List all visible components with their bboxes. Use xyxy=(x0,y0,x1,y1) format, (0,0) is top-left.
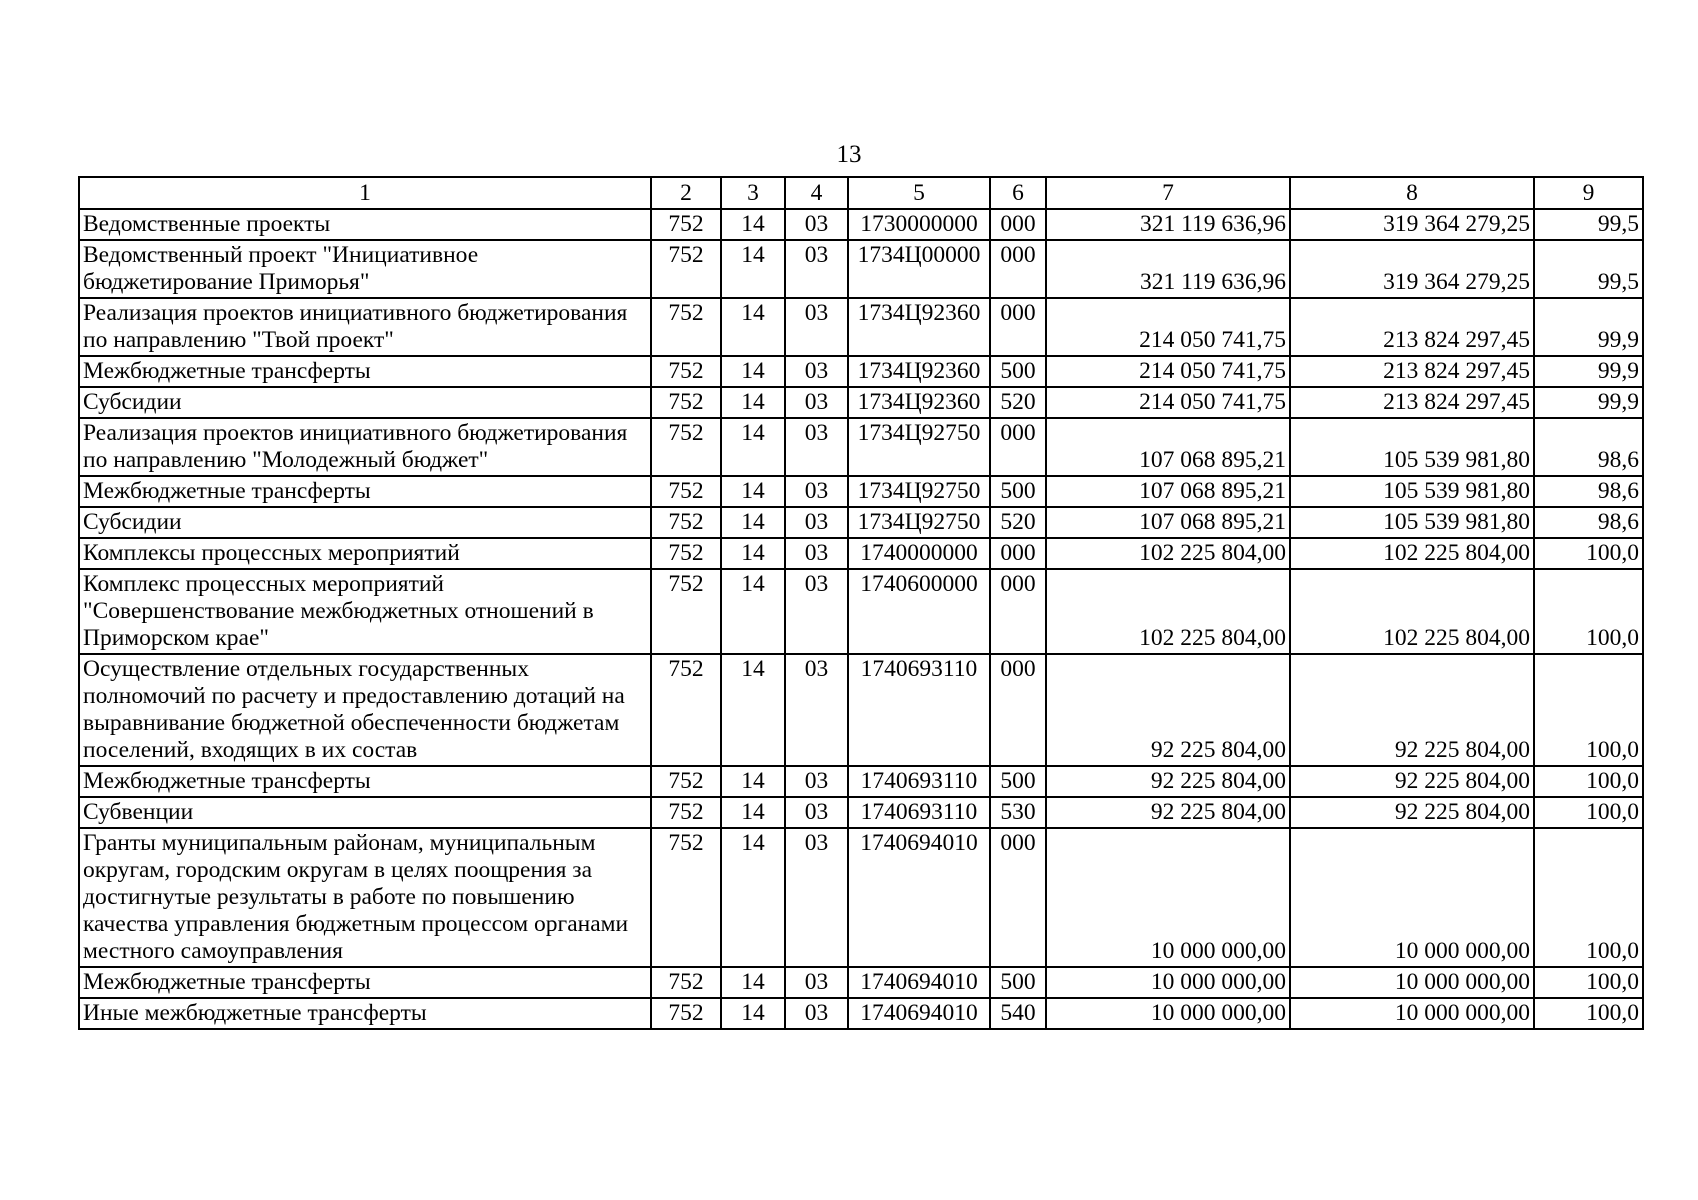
row-amount-cell: 102 225 804,00 xyxy=(1290,569,1534,654)
row-code-cell: 03 xyxy=(785,298,848,356)
row-percent-cell: 98,6 xyxy=(1534,418,1643,476)
row-code-cell: 1734Ц92360 xyxy=(848,387,990,418)
row-amount-cell: 321 119 636,96 xyxy=(1046,240,1290,298)
row-code-cell: 520 xyxy=(990,387,1046,418)
row-code-cell: 752 xyxy=(651,654,721,766)
header-row xyxy=(79,177,1643,209)
row-code-cell: 1734Ц92750 xyxy=(848,476,990,507)
row-percent-cell: 100,0 xyxy=(1534,766,1643,797)
row-code-cell: 03 xyxy=(785,828,848,967)
row-amount-cell: 319 364 279,25 xyxy=(1290,209,1534,240)
row-amount-cell: 102 225 804,00 xyxy=(1046,569,1290,654)
table-row xyxy=(79,538,1643,569)
row-code-cell: 14 xyxy=(721,507,785,538)
row-name-cell: Реализация проектов инициативного бюджетирования по направлению "Молодежный бюджет" xyxy=(79,418,651,476)
row-code-cell: 752 xyxy=(651,967,721,998)
row-code-cell: 752 xyxy=(651,476,721,507)
column-header: 2 xyxy=(651,177,721,209)
table-row xyxy=(79,998,1643,1029)
row-code-cell: 500 xyxy=(990,967,1046,998)
row-amount-cell: 107 068 895,21 xyxy=(1046,507,1290,538)
row-code-cell: 752 xyxy=(651,538,721,569)
row-amount-cell: 214 050 741,75 xyxy=(1046,356,1290,387)
row-code-cell: 03 xyxy=(785,967,848,998)
row-percent-cell: 99,9 xyxy=(1534,356,1643,387)
row-amount-cell: 107 068 895,21 xyxy=(1046,418,1290,476)
row-amount-cell: 105 539 981,80 xyxy=(1290,507,1534,538)
row-code-cell: 14 xyxy=(721,356,785,387)
row-code-cell: 14 xyxy=(721,538,785,569)
row-amount-cell: 10 000 000,00 xyxy=(1290,998,1534,1029)
row-code-cell: 1734Ц00000 xyxy=(848,240,990,298)
column-header: 8 xyxy=(1290,177,1534,209)
row-amount-cell: 92 225 804,00 xyxy=(1290,797,1534,828)
row-code-cell: 752 xyxy=(651,356,721,387)
row-percent-cell: 100,0 xyxy=(1534,538,1643,569)
row-code-cell: 14 xyxy=(721,828,785,967)
row-percent-cell: 99,5 xyxy=(1534,240,1643,298)
row-code-cell: 000 xyxy=(990,298,1046,356)
row-amount-cell: 319 364 279,25 xyxy=(1290,240,1534,298)
row-code-cell: 000 xyxy=(990,538,1046,569)
row-code-cell: 14 xyxy=(721,998,785,1029)
row-amount-cell: 10 000 000,00 xyxy=(1290,828,1534,967)
row-name-cell: Субсидии xyxy=(79,507,651,538)
table-body xyxy=(79,209,1643,1029)
row-amount-cell: 214 050 741,75 xyxy=(1046,387,1290,418)
row-code-cell: 1740694010 xyxy=(848,998,990,1029)
row-code-cell: 03 xyxy=(785,209,848,240)
row-code-cell: 500 xyxy=(990,766,1046,797)
row-code-cell: 520 xyxy=(990,507,1046,538)
table-row xyxy=(79,418,1643,476)
row-code-cell: 1734Ц92360 xyxy=(848,298,990,356)
row-amount-cell: 321 119 636,96 xyxy=(1046,209,1290,240)
table-row xyxy=(79,766,1643,797)
row-name-cell: Гранты муниципальным районам, муниципальным округам, городским округам в целях поощрения за достигнутые результаты в работе по повышению качества управления бюджетным процессом органами местного самоуправления xyxy=(79,828,651,967)
row-code-cell: 540 xyxy=(990,998,1046,1029)
row-code-cell: 752 xyxy=(651,387,721,418)
row-code-cell: 03 xyxy=(785,797,848,828)
row-percent-cell: 100,0 xyxy=(1534,967,1643,998)
row-code-cell: 14 xyxy=(721,240,785,298)
table-row xyxy=(79,387,1643,418)
row-name-cell: Иные межбюджетные трансферты xyxy=(79,998,651,1029)
row-code-cell: 752 xyxy=(651,569,721,654)
row-code-cell: 000 xyxy=(990,569,1046,654)
row-percent-cell: 99,5 xyxy=(1534,209,1643,240)
row-amount-cell: 10 000 000,00 xyxy=(1046,998,1290,1029)
row-code-cell: 03 xyxy=(785,538,848,569)
column-header: 6 xyxy=(990,177,1046,209)
row-amount-cell: 105 539 981,80 xyxy=(1290,476,1534,507)
row-code-cell: 03 xyxy=(785,654,848,766)
row-code-cell: 752 xyxy=(651,828,721,967)
row-percent-cell: 100,0 xyxy=(1534,797,1643,828)
row-percent-cell: 100,0 xyxy=(1534,828,1643,967)
row-code-cell: 03 xyxy=(785,569,848,654)
row-amount-cell: 10 000 000,00 xyxy=(1046,967,1290,998)
row-code-cell: 03 xyxy=(785,387,848,418)
row-code-cell: 14 xyxy=(721,766,785,797)
row-percent-cell: 98,6 xyxy=(1534,476,1643,507)
row-code-cell: 1740600000 xyxy=(848,569,990,654)
row-name-cell: Субсидии xyxy=(79,387,651,418)
table-row xyxy=(79,967,1643,998)
row-code-cell: 03 xyxy=(785,356,848,387)
row-amount-cell: 214 050 741,75 xyxy=(1046,298,1290,356)
row-percent-cell: 99,9 xyxy=(1534,387,1643,418)
row-code-cell: 1740693110 xyxy=(848,654,990,766)
table-row xyxy=(79,507,1643,538)
table-row xyxy=(79,298,1643,356)
row-name-cell: Ведомственный проект "Инициативное бюджетирование Приморья" xyxy=(79,240,651,298)
row-code-cell: 14 xyxy=(721,569,785,654)
row-name-cell: Межбюджетные трансферты xyxy=(79,356,651,387)
table-row xyxy=(79,476,1643,507)
row-amount-cell: 10 000 000,00 xyxy=(1290,967,1534,998)
column-header: 3 xyxy=(721,177,785,209)
row-amount-cell: 92 225 804,00 xyxy=(1046,654,1290,766)
row-code-cell: 14 xyxy=(721,209,785,240)
row-code-cell: 03 xyxy=(785,418,848,476)
row-code-cell: 530 xyxy=(990,797,1046,828)
row-code-cell: 000 xyxy=(990,209,1046,240)
row-amount-cell: 92 225 804,00 xyxy=(1290,766,1534,797)
row-code-cell: 000 xyxy=(990,418,1046,476)
row-name-cell: Ведомственные проекты xyxy=(79,209,651,240)
row-code-cell: 14 xyxy=(721,797,785,828)
row-amount-cell: 92 225 804,00 xyxy=(1290,654,1534,766)
row-name-cell: Реализация проектов инициативного бюджетирования по направлению "Твой проект" xyxy=(79,298,651,356)
row-amount-cell: 102 225 804,00 xyxy=(1046,538,1290,569)
row-percent-cell: 100,0 xyxy=(1534,654,1643,766)
table-row xyxy=(79,356,1643,387)
column-header: 7 xyxy=(1046,177,1290,209)
table-row xyxy=(79,240,1643,298)
row-amount-cell: 213 824 297,45 xyxy=(1290,356,1534,387)
row-name-cell: Межбюджетные трансферты xyxy=(79,476,651,507)
row-code-cell: 1740694010 xyxy=(848,967,990,998)
row-code-cell: 752 xyxy=(651,418,721,476)
row-name-cell: Осуществление отдельных государственных полномочий по расчету и предоставлению дотаций на выравнивание бюджетной обеспеченности бюджетам поселений, входящих в их состав xyxy=(79,654,651,766)
row-code-cell: 03 xyxy=(785,998,848,1029)
row-code-cell: 000 xyxy=(990,240,1046,298)
row-code-cell: 1734Ц92750 xyxy=(848,418,990,476)
table-row xyxy=(79,828,1643,967)
row-percent-cell: 100,0 xyxy=(1534,569,1643,654)
row-code-cell: 000 xyxy=(990,654,1046,766)
row-code-cell: 752 xyxy=(651,507,721,538)
row-code-cell: 03 xyxy=(785,766,848,797)
row-amount-cell: 92 225 804,00 xyxy=(1046,766,1290,797)
row-name-cell: Комплекс процессных мероприятий "Совершенствование межбюджетных отношений в Приморском крае" xyxy=(79,569,651,654)
table-row xyxy=(79,797,1643,828)
row-amount-cell: 92 225 804,00 xyxy=(1046,797,1290,828)
table-row xyxy=(79,654,1643,766)
row-code-cell: 1730000000 xyxy=(848,209,990,240)
row-amount-cell: 213 824 297,45 xyxy=(1290,387,1534,418)
column-header: 5 xyxy=(848,177,990,209)
column-header: 9 xyxy=(1534,177,1643,209)
row-amount-cell: 213 824 297,45 xyxy=(1290,298,1534,356)
row-amount-cell: 102 225 804,00 xyxy=(1290,538,1534,569)
row-code-cell: 03 xyxy=(785,507,848,538)
row-name-cell: Межбюджетные трансферты xyxy=(79,766,651,797)
column-header: 1 xyxy=(79,177,651,209)
row-code-cell: 1734Ц92360 xyxy=(848,356,990,387)
row-code-cell: 752 xyxy=(651,766,721,797)
row-code-cell: 752 xyxy=(651,998,721,1029)
row-code-cell: 14 xyxy=(721,387,785,418)
row-code-cell: 500 xyxy=(990,356,1046,387)
row-code-cell: 14 xyxy=(721,967,785,998)
row-percent-cell: 99,9 xyxy=(1534,298,1643,356)
row-code-cell: 14 xyxy=(721,298,785,356)
row-percent-cell: 98,6 xyxy=(1534,507,1643,538)
row-code-cell: 03 xyxy=(785,476,848,507)
row-code-cell: 14 xyxy=(721,418,785,476)
row-code-cell: 500 xyxy=(990,476,1046,507)
row-code-cell: 1740693110 xyxy=(848,797,990,828)
row-amount-cell: 10 000 000,00 xyxy=(1046,828,1290,967)
row-name-cell: Комплексы процессных мероприятий xyxy=(79,538,651,569)
table-row xyxy=(79,209,1643,240)
row-code-cell: 1740000000 xyxy=(848,538,990,569)
column-header: 4 xyxy=(785,177,848,209)
row-amount-cell: 107 068 895,21 xyxy=(1046,476,1290,507)
row-code-cell: 1734Ц92750 xyxy=(848,507,990,538)
row-code-cell: 752 xyxy=(651,797,721,828)
budget-table xyxy=(78,176,1644,1030)
row-code-cell: 14 xyxy=(721,654,785,766)
row-code-cell: 14 xyxy=(721,476,785,507)
table-row xyxy=(79,569,1643,654)
row-code-cell: 03 xyxy=(785,240,848,298)
page-number: 13 xyxy=(836,141,862,168)
row-code-cell: 1740694010 xyxy=(848,828,990,967)
row-code-cell: 000 xyxy=(990,828,1046,967)
row-code-cell: 752 xyxy=(651,209,721,240)
row-name-cell: Субвенции xyxy=(79,797,651,828)
row-amount-cell: 105 539 981,80 xyxy=(1290,418,1534,476)
row-code-cell: 752 xyxy=(651,298,721,356)
row-code-cell: 752 xyxy=(651,240,721,298)
row-name-cell: Межбюджетные трансферты xyxy=(79,967,651,998)
row-code-cell: 1740693110 xyxy=(848,766,990,797)
row-percent-cell: 100,0 xyxy=(1534,998,1643,1029)
